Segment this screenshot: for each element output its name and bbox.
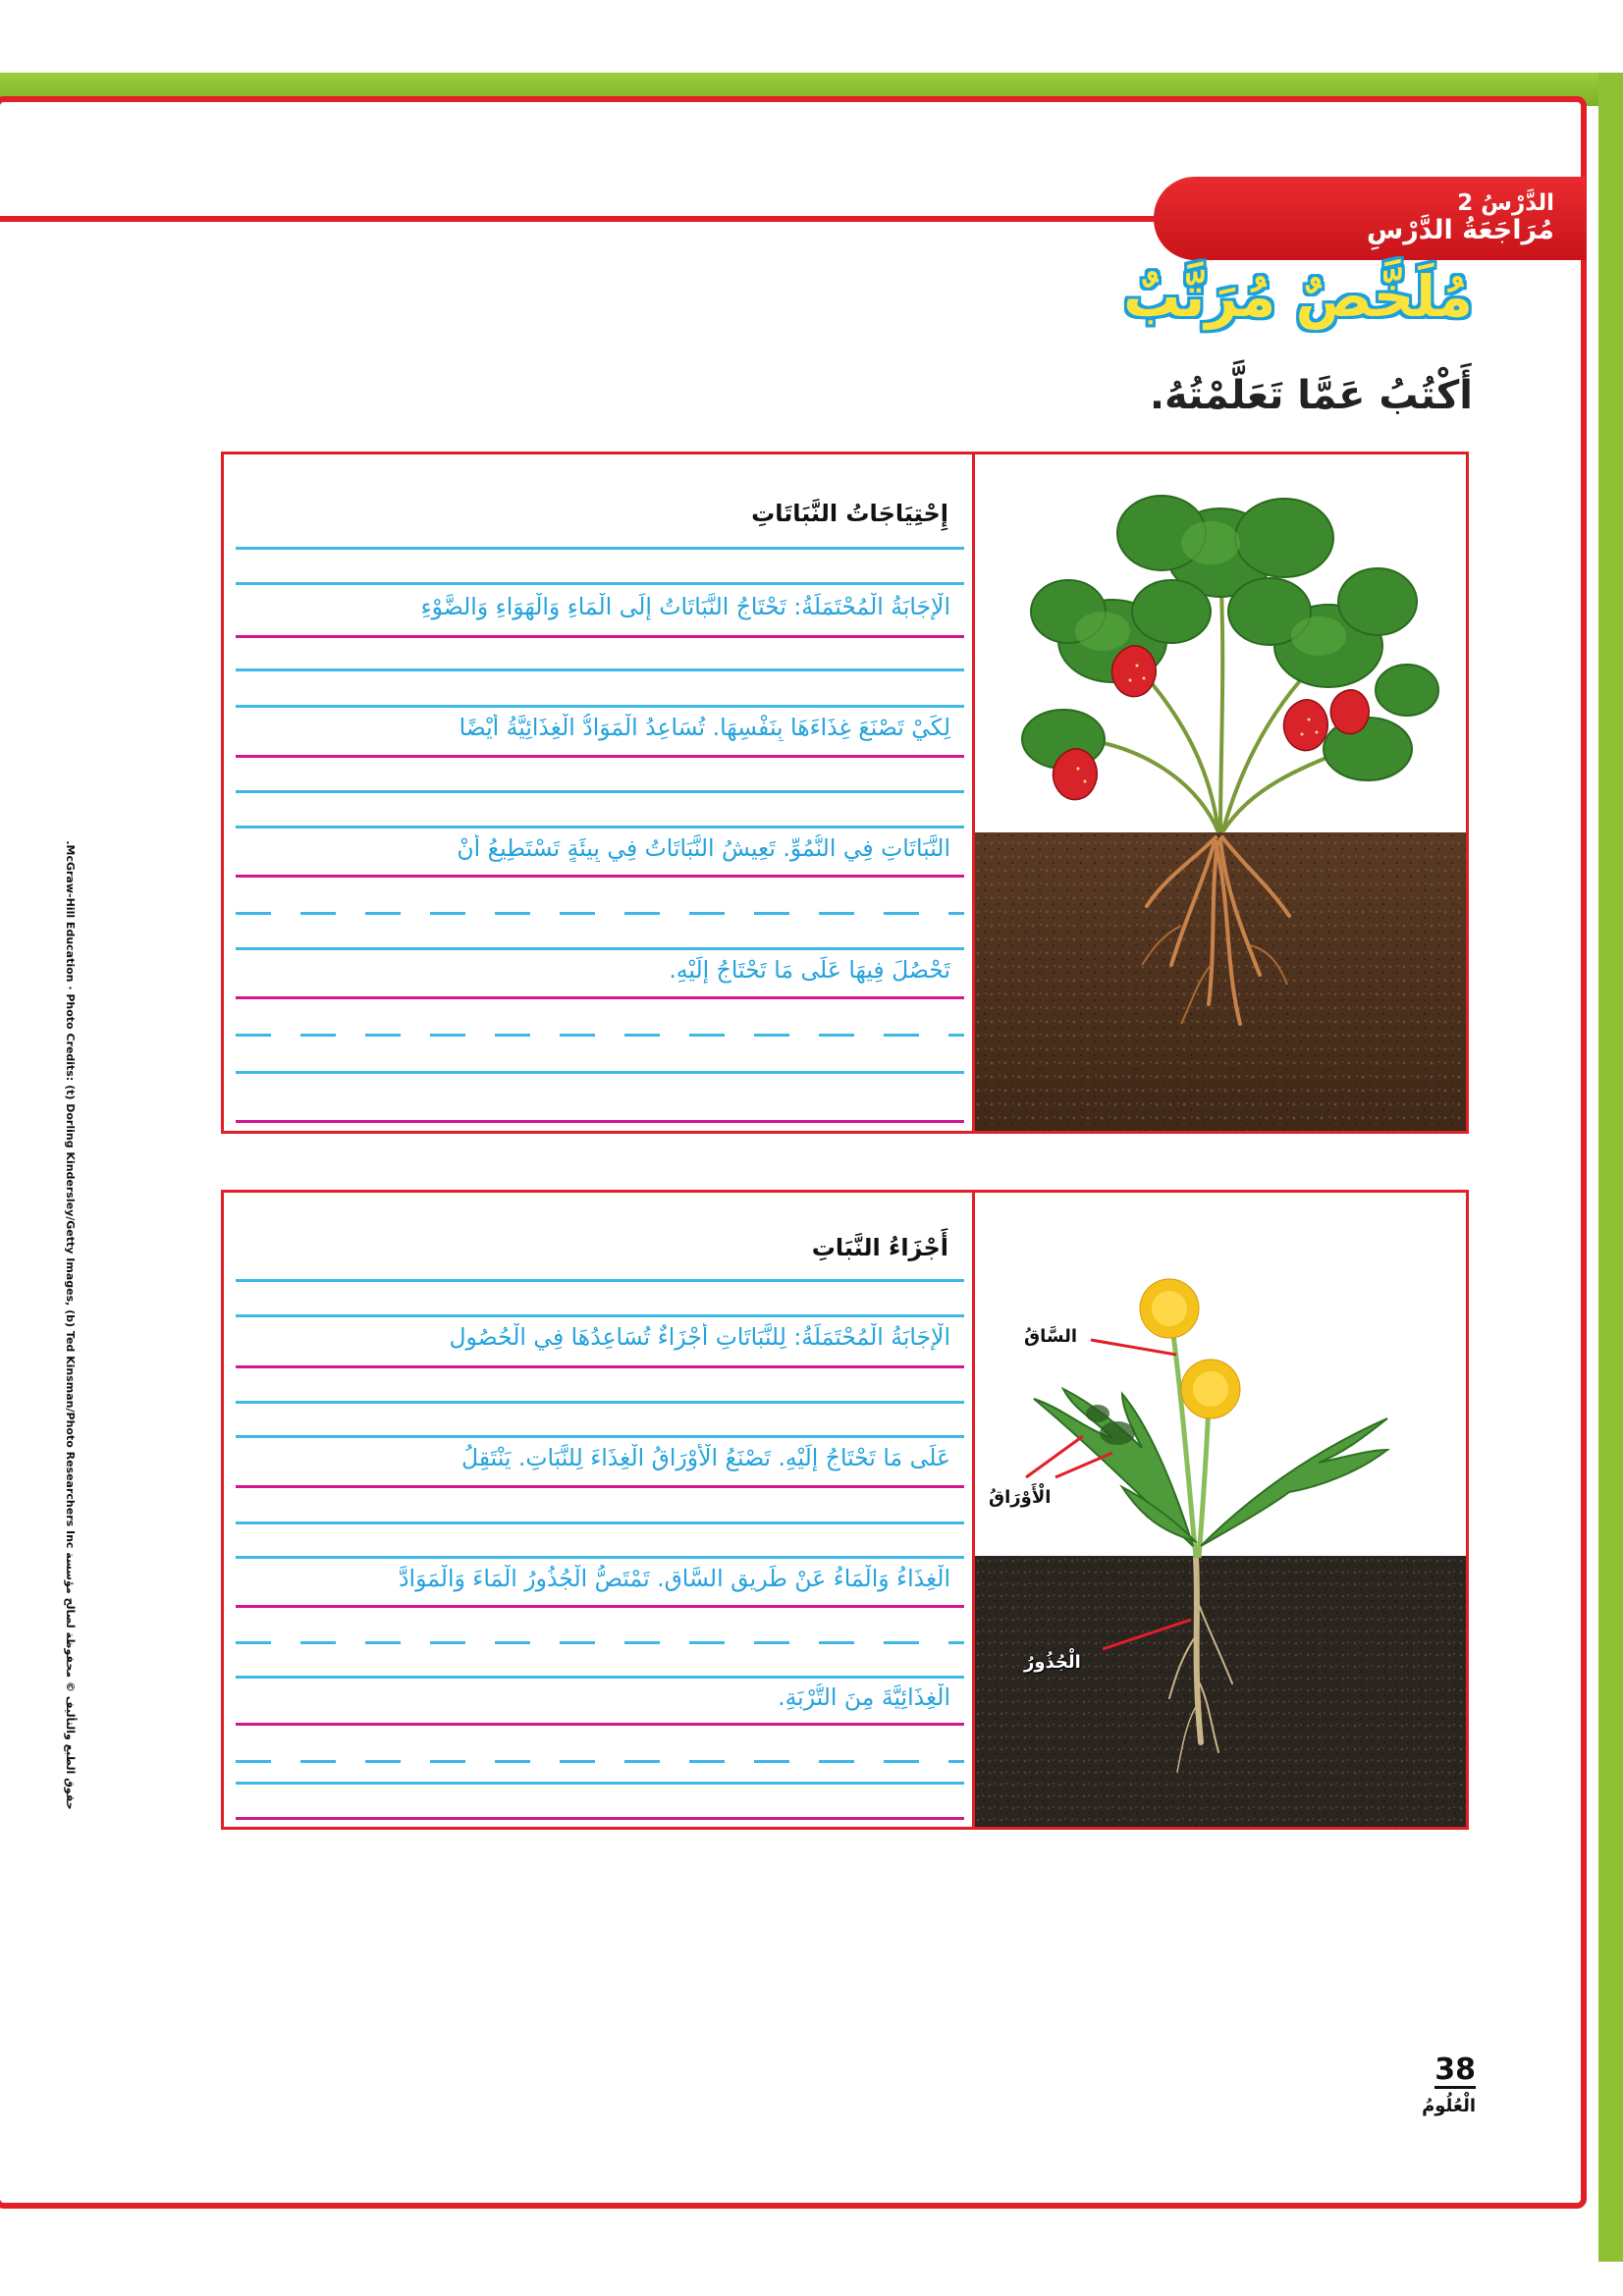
label-leaves: الْأَوْرَاقُ — [989, 1487, 1052, 1508]
guide-line — [236, 755, 964, 758]
guide-line — [236, 1279, 964, 1282]
answer-line: الْغِذَاءُ وَالْمَاءُ عَنْ طَرِيقِ السَّاقِ. تَمْتَصُّ الْجُذُورُ الْمَاءَ وَالْمَوَادَّ — [399, 1565, 950, 1592]
guide-line — [236, 1365, 964, 1368]
summary-title: مُلَخَّصٌ مُرَتَّبٌ — [1123, 263, 1473, 330]
right-green-band — [1598, 73, 1623, 2262]
lesson-number: الدَّرْسُ 2 — [1457, 189, 1554, 216]
summary-box-plant-needs — [221, 452, 1469, 1134]
writing-area — [224, 454, 976, 1131]
guide-line — [236, 1817, 964, 1820]
guide-line — [236, 790, 964, 793]
guide-line — [236, 582, 964, 585]
guide-line — [236, 912, 964, 915]
page-number: 38 — [1434, 2053, 1476, 2087]
lesson-title: مُرَاجَعَةُ الدَّرْسِ — [1366, 215, 1554, 246]
guide-line — [236, 875, 964, 878]
writing-area — [224, 1193, 976, 1827]
guide-line — [236, 1314, 964, 1317]
guide-line — [236, 1034, 964, 1037]
subject-label: الْعُلُومُ — [1422, 2096, 1476, 2116]
guide-line — [236, 1782, 964, 1785]
guide-line — [236, 1435, 964, 1438]
guide-line — [236, 947, 964, 950]
guide-line — [236, 1071, 964, 1074]
guide-line — [236, 996, 964, 999]
answer-line: الْإِجَابَةُ الْمُحْتَمَلَةُ: تَحْتَاجُ النَّبَاتَاتُ إِلَى الْمَاءِ وَالْهَوَاءِ وَالضَّوْءِ — [420, 593, 950, 620]
side-credit: حقوق الطبع والتأليف © محفوظة لصالح مؤسسة McGraw-Hill Education · Photo Credits: (t) Dorling Kindersley/Getty Images, (b) Ted Kinsman/Photo Researchers Inc. — [64, 840, 77, 1810]
instruction: أَكْتُبُ عَمَّا تَعَلَّمْتُهُ. — [1149, 373, 1473, 418]
dandelion-plant-image — [972, 1193, 1466, 1827]
guide-line — [236, 668, 964, 671]
answer-line: الْإِجَابَةُ الْمُحْتَمَلَةُ: لِلنَّبَاتَاتِ أَجْزَاءٌ تُسَاعِدُهَا فِي الْحُصُولِ — [449, 1323, 950, 1351]
guide-line — [236, 826, 964, 828]
guide-line — [236, 635, 964, 638]
header-rule — [0, 216, 1159, 222]
summary-box-plant-parts — [221, 1190, 1469, 1830]
strawberry-plant-illustration — [975, 454, 1466, 1131]
box-heading: أَجْزَاءُ النَّبَاتِ — [811, 1234, 948, 1261]
dandelion-plant-illustration — [975, 1193, 1466, 1827]
guide-line — [236, 705, 964, 708]
label-stem: السَّاقُ — [1024, 1326, 1078, 1347]
guide-line — [236, 1676, 964, 1679]
guide-line — [236, 1556, 964, 1559]
answer-line: لِكَيْ تَصْنَعَ غِذَاءَهَا بِنَفْسِهَا. تُسَاعِدُ الْمَوَادُّ الْغِذَائِيَّةُ أَيْضًا — [459, 714, 950, 741]
guide-line — [236, 1760, 964, 1763]
guide-line — [236, 1605, 964, 1608]
lesson-tab — [1154, 177, 1586, 260]
guide-line — [236, 1401, 964, 1404]
guide-line — [236, 547, 964, 550]
guide-line — [236, 1485, 964, 1488]
answer-line: عَلَى مَا تَحْتَاجُ إِلَيْهِ. تَصْنَعُ الْأَوْرَاقُ الْغِذَاءَ لِلنَّبَاتِ. يَنْتَقِلُ — [460, 1444, 950, 1471]
box-heading: إِحْتِيَاجَاتُ النَّبَاتَاتِ — [751, 500, 948, 527]
answer-line: تَحْصُلَ فِيهَا عَلَى مَا تَحْتَاجُ إِلَيْهِ. — [669, 956, 950, 984]
label-roots: الْجُذُورُ — [1024, 1652, 1081, 1673]
guide-line — [236, 1522, 964, 1524]
guide-line — [236, 1641, 964, 1644]
answer-line: النَّبَاتَاتِ فِي النُّمُوِّ. تَعِيشُ النَّبَاتَاتُ فِي بِيئَةٍ تَسْتَطِيعُ أَنْ — [457, 834, 950, 862]
guide-line — [236, 1723, 964, 1726]
guide-line — [236, 1120, 964, 1123]
answer-line: الْغِذَائِيَّةَ مِنَ التُّرْبَةِ. — [778, 1683, 950, 1711]
strawberry-plant-image — [972, 454, 1466, 1131]
